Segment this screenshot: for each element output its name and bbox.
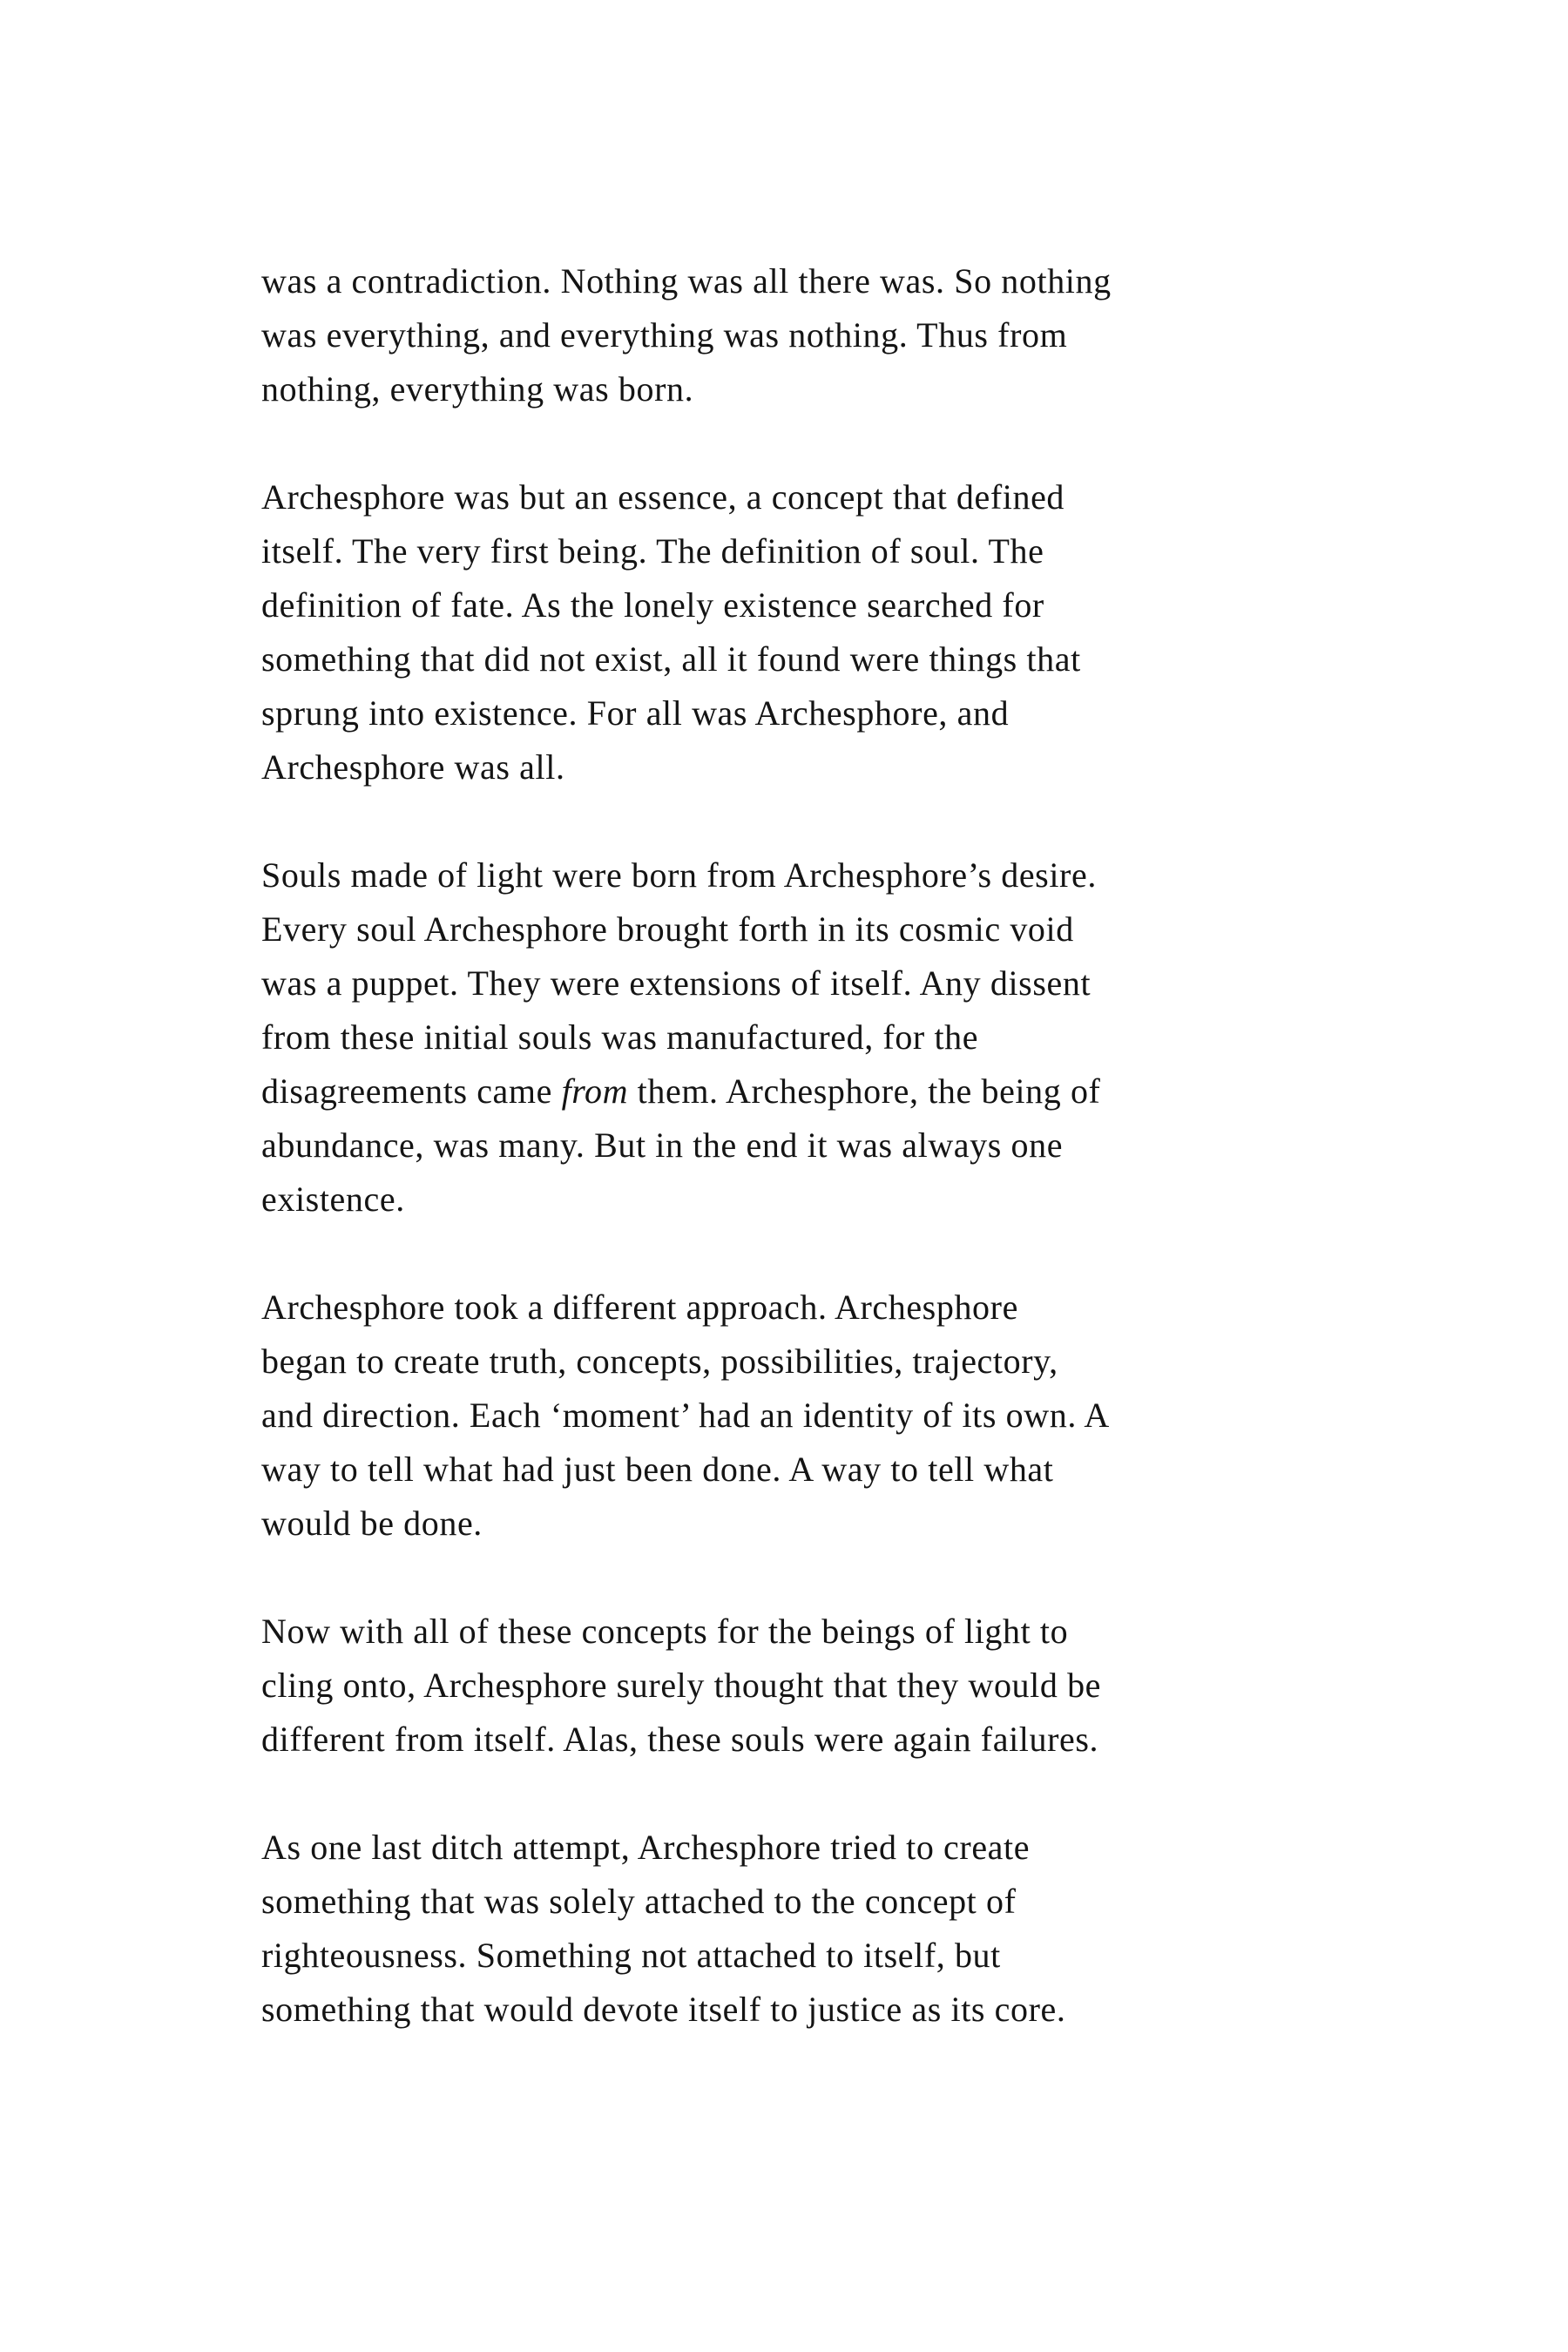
text-line: abundance, was many. But in the end it was always one	[261, 1125, 1064, 1165]
text-line: something that did not exist, all it found were things that	[261, 639, 1081, 679]
text-line: would be done.	[261, 1504, 483, 1543]
paragraph-2	[261, 470, 1342, 794]
text-segment: disagreements came	[261, 1071, 562, 1111]
paragraph-1	[261, 254, 1342, 416]
text-line: was a contradiction. Nothing was all there was. So nothing	[261, 261, 1112, 301]
text-line: Archesphore was all.	[261, 747, 565, 787]
text-line: different from itself. Alas, these souls were again failures.	[261, 1720, 1099, 1759]
paragraph-5	[261, 1605, 1342, 1767]
text-line: Archesphore was but an essence, a concept that defined	[261, 477, 1065, 517]
text-line: existence.	[261, 1179, 405, 1219]
text-line: Souls made of light were born from Archesphore’s desire.	[261, 855, 1097, 895]
paragraph-6	[261, 1821, 1342, 2037]
text-line: cling onto, Archesphore surely thought that they would be	[261, 1666, 1102, 1705]
text-line: nothing, everything was born.	[261, 369, 694, 409]
text-line: itself. The very first being. The definition of soul. The	[261, 531, 1044, 571]
text-line: and direction. Each ‘moment’ had an identity of its own. A	[261, 1396, 1110, 1435]
paragraph-3	[261, 848, 1342, 1227]
text-line: way to tell what had just been done. A way to tell what	[261, 1450, 1054, 1489]
text-line-with-emphasis	[261, 1064, 1342, 1119]
text-line: was everything, and everything was nothing. Thus from	[261, 315, 1068, 355]
text-line: Now with all of these concepts for the beings of light to	[261, 1612, 1069, 1651]
text-line: righteousness. Something not attached to itself, but	[261, 1936, 1001, 1975]
text-line: began to create truth, concepts, possibilities, trajectory,	[261, 1342, 1058, 1381]
paragraph-4	[261, 1281, 1342, 1551]
text-segment: them. Archesphore, the being of	[628, 1071, 1101, 1111]
text-line: something that would devote itself to justice as its core.	[261, 1990, 1066, 2029]
text-line: sprung into existence. For all was Archesphore, and	[261, 693, 1010, 733]
text-line: was a puppet. They were extensions of itself. Any dissent	[261, 963, 1092, 1003]
emphasis-text: from	[561, 1071, 629, 1111]
body-text	[261, 254, 1342, 2091]
text-line: something that was solely attached to the concept of	[261, 1882, 1017, 1921]
text-line: As one last ditch attempt, Archesphore tried to create	[261, 1828, 1031, 1867]
text-line: Every soul Archesphore brought forth in its cosmic void	[261, 909, 1074, 949]
text-line: from these initial souls was manufactured, for the	[261, 1017, 979, 1057]
text-line: Archesphore took a different approach. Archesphore	[261, 1288, 1018, 1327]
text-line: definition of fate. As the lonely existence searched for	[261, 585, 1044, 625]
